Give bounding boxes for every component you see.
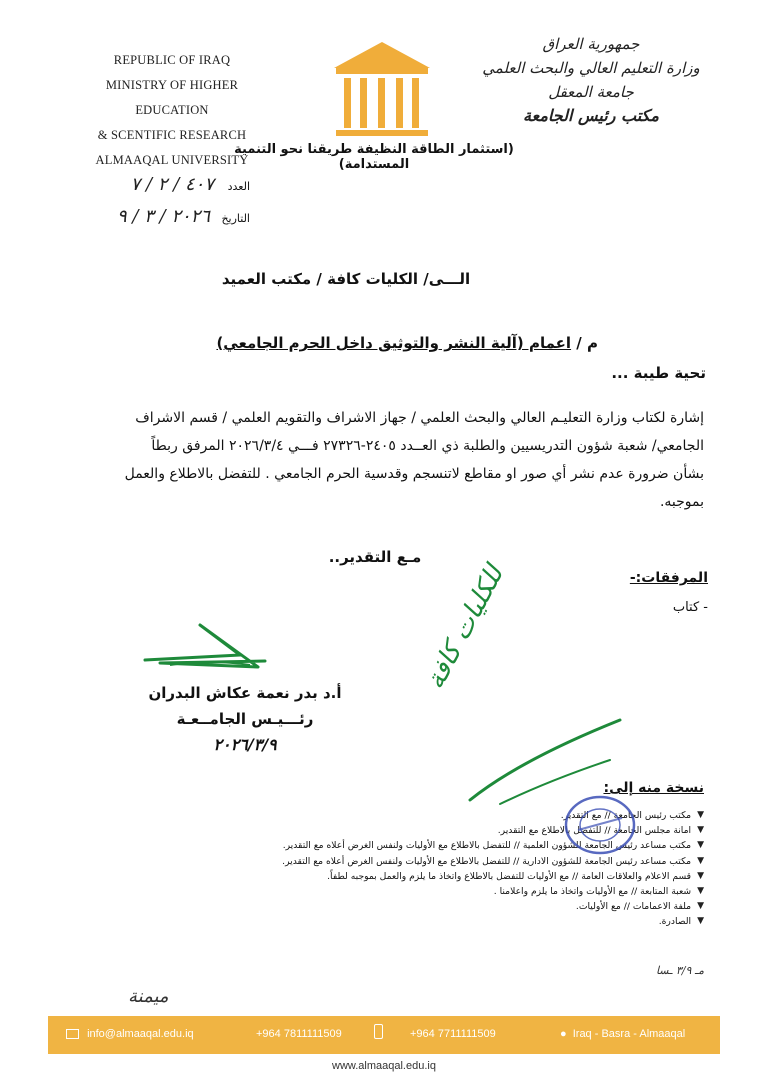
diagonal-note: للكليات كافة <box>420 561 510 695</box>
number-label: العدد <box>227 180 250 193</box>
signer-name: أ.د بدر نعمة عكاش البدران <box>148 684 342 702</box>
list-item <box>64 899 704 914</box>
signature-date: ٢٠٢٦/٣/٩ <box>213 735 277 754</box>
bullet-icon: ▼ <box>697 870 704 881</box>
signer-title: رئـــيـس الجامــعـة <box>176 710 314 728</box>
signature-scribble <box>140 615 280 675</box>
header-en-line: REPUBLIC OF IRAQ <box>113 53 231 67</box>
date-row <box>60 206 250 230</box>
list-item <box>64 914 704 929</box>
date-value: ٢٠٢٦ / ٣ / ٩ <box>116 206 210 227</box>
copy-text: الصادرة. <box>658 916 692 928</box>
closing: مـع التقدير.. <box>328 548 422 566</box>
copy-text: شعبة المتابعة // مع الأوليات واتخاذ ما يلزم واعلامنا . <box>493 885 692 897</box>
university-stamp <box>560 790 640 860</box>
subject-prefix: م / <box>576 334 598 352</box>
footer-location-text: Iraq - Basra - Almaaqal <box>572 1028 686 1040</box>
header-ar <box>466 32 716 128</box>
bullet-icon: ▼ <box>697 916 704 927</box>
subject-line <box>178 334 598 352</box>
attachment-item: - كتاب <box>672 600 708 615</box>
phone-icon <box>374 1024 383 1039</box>
copy-text: مكتب مساعد رئيس الجامعة للشؤون الادارية // للتفضل بالاطلاع مع الأوليات ولنفس الغرض أعلاه مع التقدير. <box>282 855 692 867</box>
addressee: الـــى/ الكليات كافة / مكتب العميد <box>221 270 471 288</box>
number-value: ٤٠٧ / ٢ / ٧ <box>130 174 214 195</box>
body-line: بموجبه. <box>659 494 704 510</box>
header-en-line: ALMAAQAL UNIVERSITY <box>95 153 249 167</box>
list-item <box>64 869 704 884</box>
bullet-icon: ▼ <box>697 840 704 851</box>
header-ar-line: جمهورية العراق <box>542 35 640 53</box>
footer-email-text: info@almaaqal.edu.iq <box>87 1028 194 1040</box>
slogan: (استثمار الطاقة النظيفة طريقنا نحو التنمية المستدامة) <box>234 142 514 172</box>
copy-text: ملفة الاعمامات // مع الأوليات. <box>575 901 692 913</box>
greeting: تحية طيبة ... <box>611 364 706 382</box>
copy-text: مكتب مساعد رئيس الجامعة للشؤون العلمية // للتفضل بالاطلاع مع الأوليات ولنفس الغرض أعلاه مع التقدير. <box>282 840 692 852</box>
bullet-icon: ▼ <box>697 855 704 866</box>
header-ar-line: مكتب رئيس الجامعة <box>523 106 659 125</box>
header-en-line: MINISTRY OF HIGHER EDUCATION <box>105 78 239 117</box>
header-en-line: & SCENTIFIC RESEARCH <box>97 128 247 142</box>
signature-block <box>120 680 370 758</box>
copy-text: مكتب رئيس الجامعة // مع التقدير. <box>560 810 692 821</box>
footer-phone1[interactable]: +964 7811111509 <box>256 1028 342 1040</box>
bullet-icon: ▼ <box>697 825 704 836</box>
body-line: بشأن ضرورة عدم نشر أي صور او مقاطع لاتنسجم وقدسية الحرم الجامعي . للتفضل بالاطلاع والعمل <box>124 466 704 482</box>
copy-text: قسم الاعلام والعلاقات العامة // مع الأوليات للتفضل بالاطلاع واتخاذ ما يلزم والعمل بموجبه لطفاً. <box>327 870 692 882</box>
date-label: التاريخ <box>221 212 250 225</box>
university-logo <box>330 38 434 138</box>
list-item <box>64 884 704 899</box>
footer-phone2[interactable]: +964 7711111509 <box>410 1028 496 1040</box>
initials-note: مـ ٣/٩ ـسا <box>655 964 704 977</box>
footer-website[interactable]: www.almaaqal.edu.iq <box>332 1060 436 1072</box>
number-row <box>60 174 250 198</box>
attachments-label: المرفقات:- <box>629 570 708 586</box>
subject: اعمام (آلية النشر والتوثيق داخل الحرم الجامعي) <box>216 334 572 352</box>
body-line: الجامعي/ شعبة شؤون التدريسيين والطلبة ذي العــدد ٢٤٠٥-٢٧٣٢٦ فـــي ٢٠٢٦/٣/٤ المرفق ربطاً <box>151 438 704 454</box>
signoff-note: ميمنة <box>128 986 169 1007</box>
bullet-icon: ▼ <box>697 885 704 896</box>
bullet-icon: ▼ <box>697 901 704 912</box>
copy-text: امانة مجلس الجامعة // للتفضل بالاطلاع مع التقدير. <box>497 825 692 837</box>
bullet-icon: ▼ <box>697 810 704 820</box>
footer-email[interactable] <box>66 1028 194 1040</box>
mail-icon <box>66 1029 79 1039</box>
header-ar-line: وزارة التعليم العالي والبحث العلمي <box>482 59 700 77</box>
body-line: إشارة لكتاب وزارة التعليـم العالي والبحث العلمي / جهاز الاشراف والتقويم العلمي / قسم الاشراف <box>135 410 704 426</box>
letter-body <box>68 404 704 516</box>
header-ar-line: جامعة المعقل <box>548 83 634 101</box>
copies-label: نسخة منه إلى: <box>603 780 704 796</box>
location-pin-icon: ● <box>560 1028 567 1040</box>
footer-location <box>560 1028 685 1040</box>
